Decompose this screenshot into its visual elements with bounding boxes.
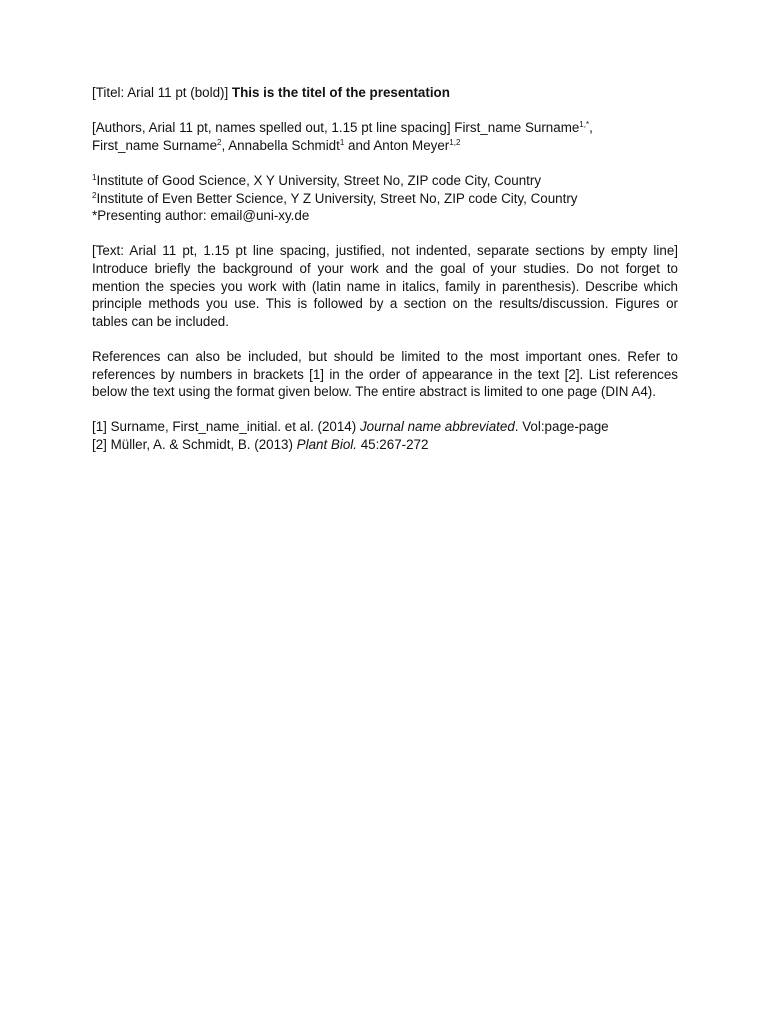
abstract-page	[92, 84, 678, 471]
affiliation-2-number: 2	[92, 190, 97, 200]
author-separator: ,	[589, 120, 593, 136]
author-separator: and	[344, 137, 374, 153]
references-list	[92, 418, 678, 453]
body-paragraph-1: [Text: Arial 11 pt, 1.15 pt line spacing, justified, not indented, separate sections by empty line] Introduce briefly the background of your work and the goal of your studies. Do not forget to mention the species you work with (latin name in italics, family in parenthesis). Describe which principle methods you use. This is followed by a section on the results/discussion. Figures or tables can be included.	[92, 243, 678, 329]
author-1-affiliation: 1,*	[579, 120, 590, 130]
presentation-title: This is the titel of the presentation	[231, 85, 450, 100]
author-2-affiliation: 2	[217, 137, 222, 147]
presenting-author: *Presenting author: email@uni-xy.de	[92, 208, 310, 224]
reference-2-prefix: [2] Müller, A. & Schmidt, B. (2013)	[92, 436, 297, 452]
authors-instruction: [Authors, Arial 11 pt, names spelled out, 1.15 pt line spacing]	[92, 120, 455, 136]
affiliation-2-text: Institute of Even Better Science, Y Z University, Street No, ZIP code City, Country	[96, 190, 578, 206]
affiliation-1-number: 1	[92, 172, 97, 182]
affiliation-1-text: Institute of Good Science, X Y University, Street No, ZIP code City, Country	[96, 172, 542, 188]
reference-1-journal: Journal name abbreviated	[359, 419, 515, 435]
title-instruction: [Titel: Arial 11 pt (bold)]	[92, 85, 232, 100]
affiliations-block	[92, 172, 678, 225]
authors-block	[92, 119, 678, 154]
author-4-name: Anton Meyer	[373, 137, 450, 153]
reference-1-prefix: [1] Surname, First_name_initial. et al. (2014)	[92, 419, 360, 435]
author-3-name: Annabella Schmidt	[228, 137, 340, 153]
authors-line-1	[92, 119, 678, 137]
body-paragraph-2: References can also be included, but should be limited to the most important ones. Refer to references by numbers in brackets [1] in the order of appearance in the text [2]. List references below the text using the format given below. The entire abstract is limited to one page (DIN A4).	[92, 348, 678, 400]
reference-2-journal: Plant Biol.	[296, 436, 357, 452]
title-line	[92, 84, 678, 102]
reference-1	[92, 418, 678, 436]
reference-2	[92, 436, 678, 454]
reference-2-suffix: 45:267-272	[356, 436, 429, 452]
author-4-affiliation: 1,2	[449, 137, 461, 147]
reference-1-suffix: . Vol:page-page	[514, 419, 609, 435]
author-separator: ,	[221, 137, 229, 153]
author-3-affiliation: 1	[339, 137, 345, 147]
author-1-name: First_name Surname	[454, 120, 580, 136]
affiliation-2	[92, 190, 678, 208]
affiliation-1	[92, 172, 678, 190]
author-2-name: First_name Surname	[92, 137, 218, 153]
authors-line-2	[92, 137, 678, 155]
